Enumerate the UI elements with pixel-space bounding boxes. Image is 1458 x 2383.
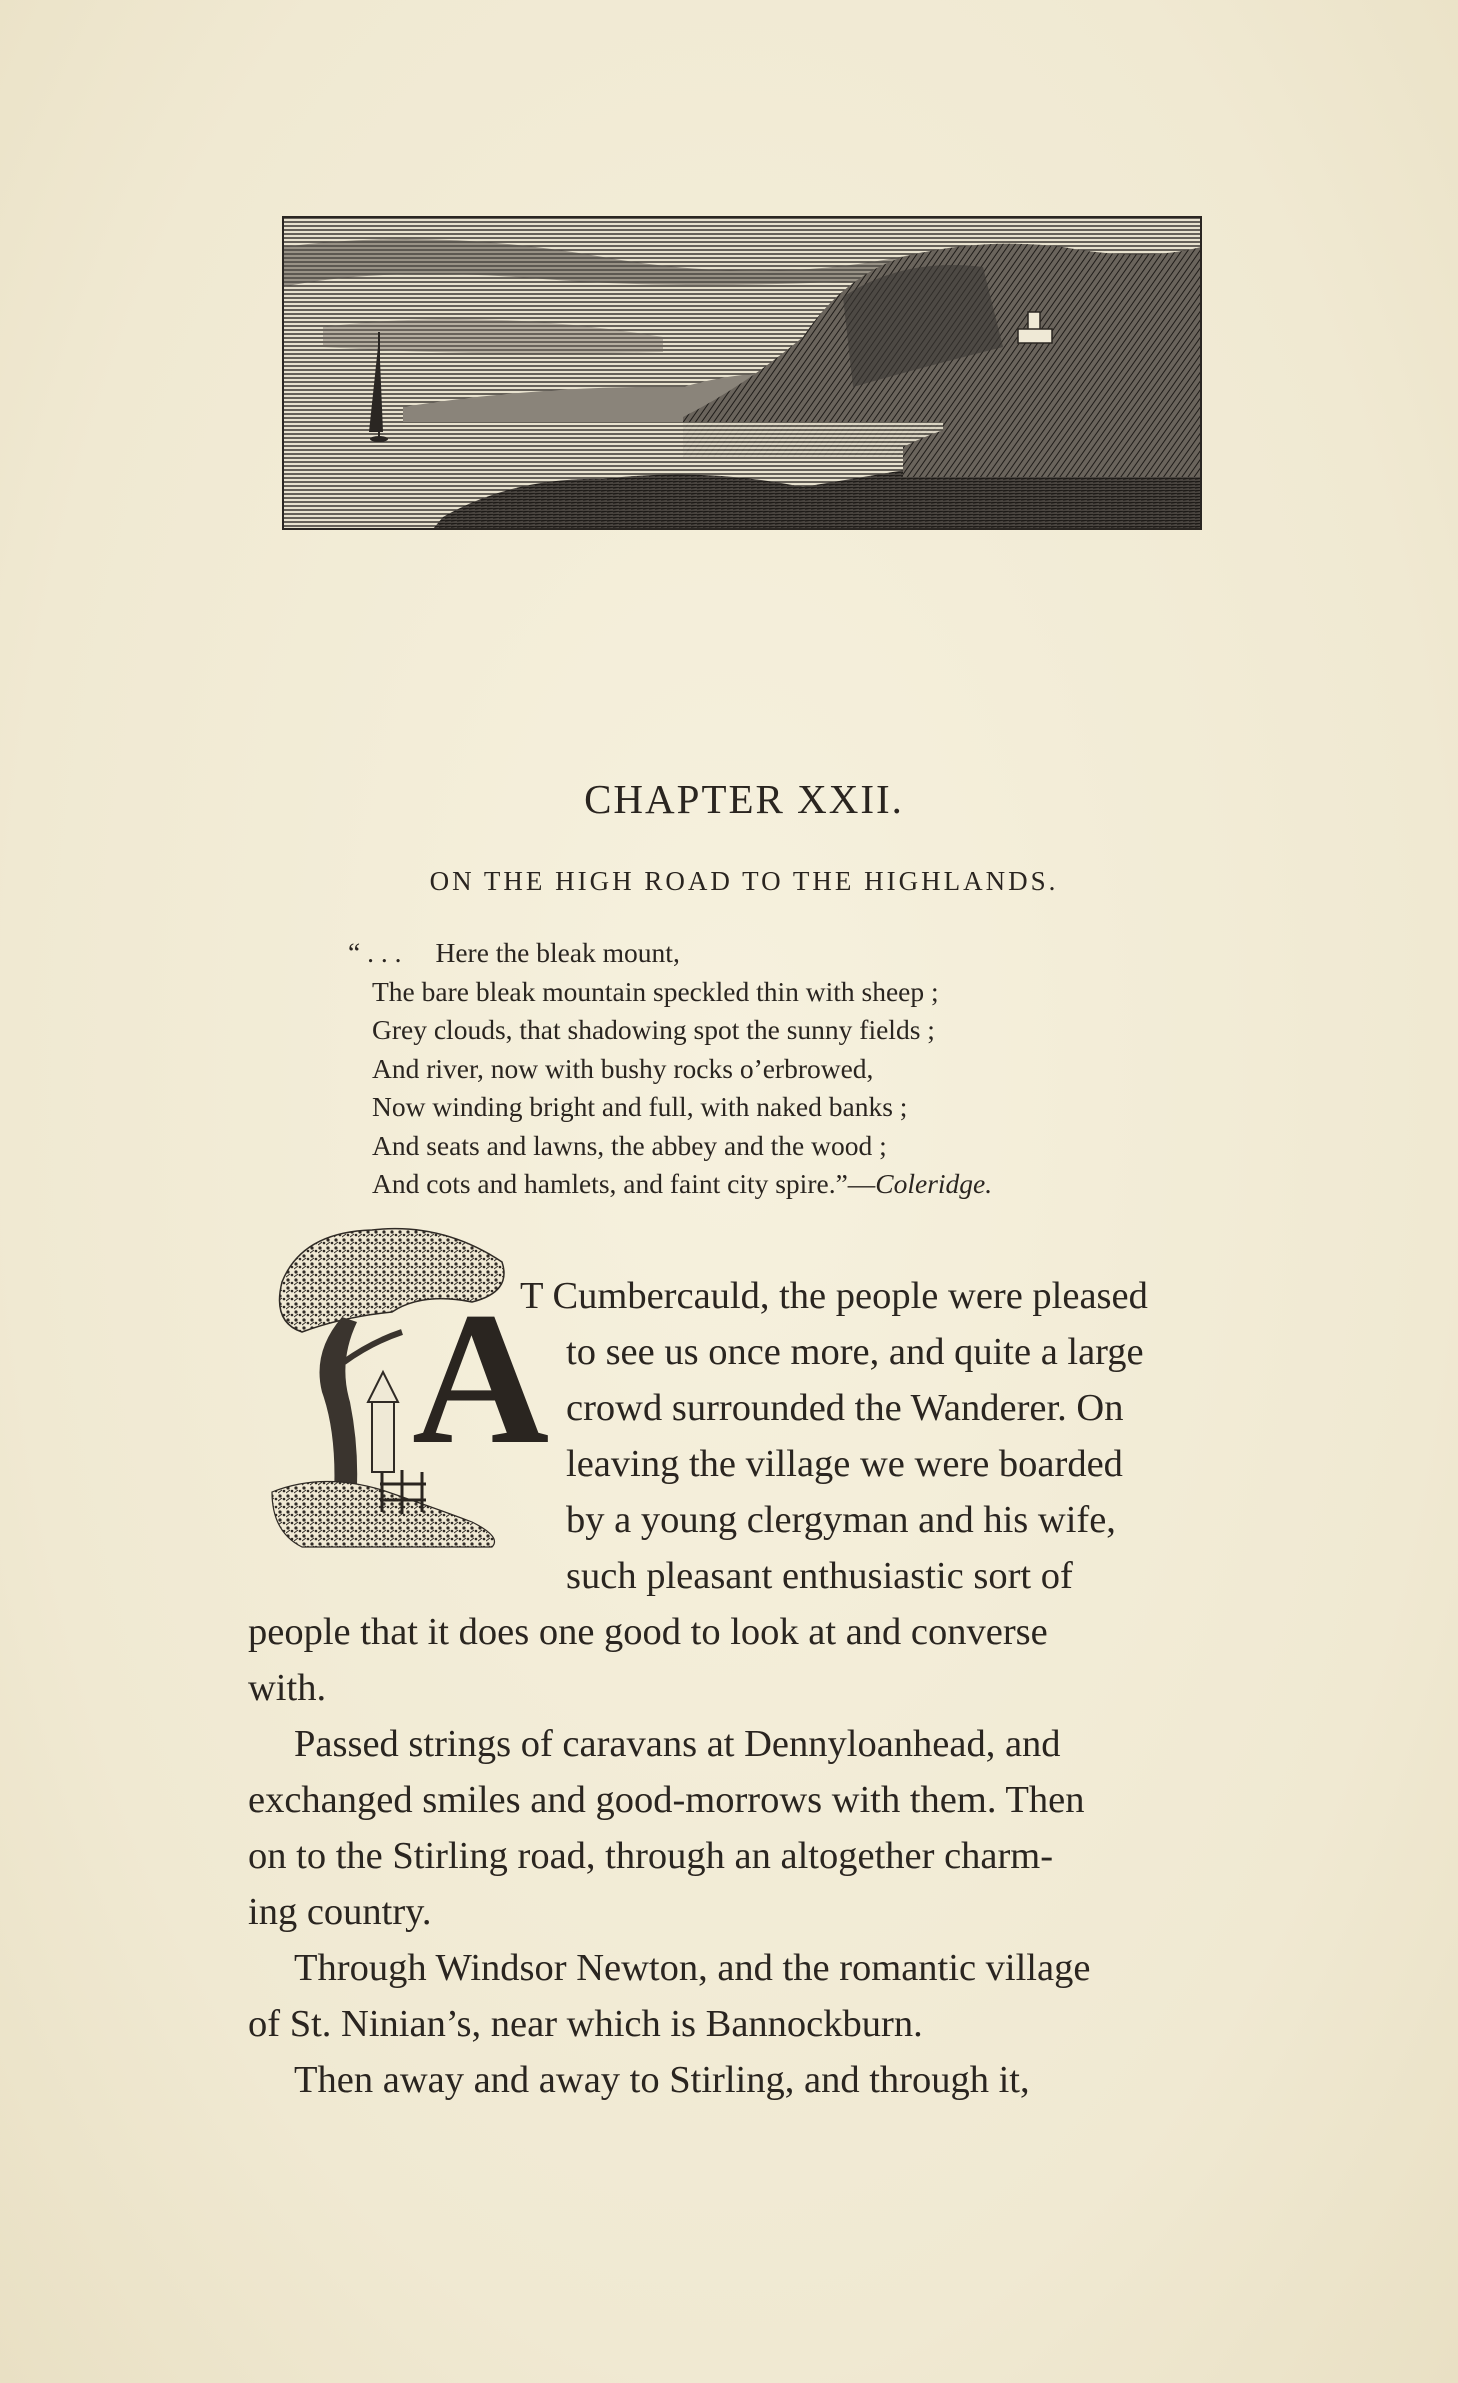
body-line: crowd surrounded the Wanderer. On	[566, 1387, 1124, 1429]
body-line: people that it does one good to look at and converse	[248, 1611, 1048, 1653]
body-line: such pleasant enthusiastic sort of	[566, 1555, 1073, 1597]
epigraph	[348, 934, 1228, 1204]
body-line: exchanged smiles and good-morrows with them. Then	[248, 1779, 1085, 1821]
body-line: Passed strings of caravans at Dennyloanhead, and	[294, 1723, 1061, 1765]
epigraph-line-text: Here the bleak mount,	[435, 937, 680, 968]
body-line: on to the Stirling road, through an altogether charm-	[248, 1835, 1054, 1877]
epigraph-line: The bare bleak mountain speckled thin with sheep ;	[372, 975, 939, 1007]
body-line-text: T Cumbercauld, the people were pleased	[520, 1275, 1148, 1317]
body-line: ing country.	[248, 1891, 432, 1933]
body-line	[520, 1268, 1254, 1324]
body-line: Through Windsor Newton, and the romantic village	[294, 1947, 1091, 1989]
epigraph-line: Grey clouds, that shadowing spot the sunny fields ;	[372, 1014, 935, 1045]
epigraph-line	[348, 934, 1228, 973]
chapter-title: CHAPTER XXII.	[584, 776, 904, 822]
coastal-landscape-engraving-icon	[283, 217, 1201, 529]
body-line: Then away and away to Stirling, and through it,	[294, 2059, 1030, 2101]
epigraph-line: And seats and lawns, the abbey and the wood ;	[372, 1129, 887, 1161]
epigraph-last-line	[348, 1165, 1228, 1204]
body-line: with.	[248, 1667, 327, 1709]
epigraph-line: Now winding bright and full, with naked banks ;	[372, 1091, 908, 1122]
body-line: to see us once more, and quite a large	[566, 1331, 1144, 1373]
epigraph-line: And river, now with bushy rocks o’erbrowed,	[372, 1052, 874, 1084]
chapter-subtitle: ON THE HIGH ROAD TO THE HIGHLANDS.	[429, 866, 1059, 896]
body-text	[248, 1268, 1254, 2108]
epigraph-attribution: Coleridge.	[875, 1168, 993, 1199]
epigraph-opening-quote: “ . . .	[348, 937, 402, 968]
epigraph-last-line-text: And cots and hamlets, and faint city spire.”—	[372, 1168, 876, 1199]
body-line: of St. Ninian’s, near which is Bannockburn.	[248, 2003, 923, 2045]
body-line: by a young clergyman and his wife,	[566, 1499, 1116, 1541]
body-line: leaving the village we were boarded	[566, 1443, 1123, 1485]
dropcap-letter: A	[412, 1274, 550, 1484]
